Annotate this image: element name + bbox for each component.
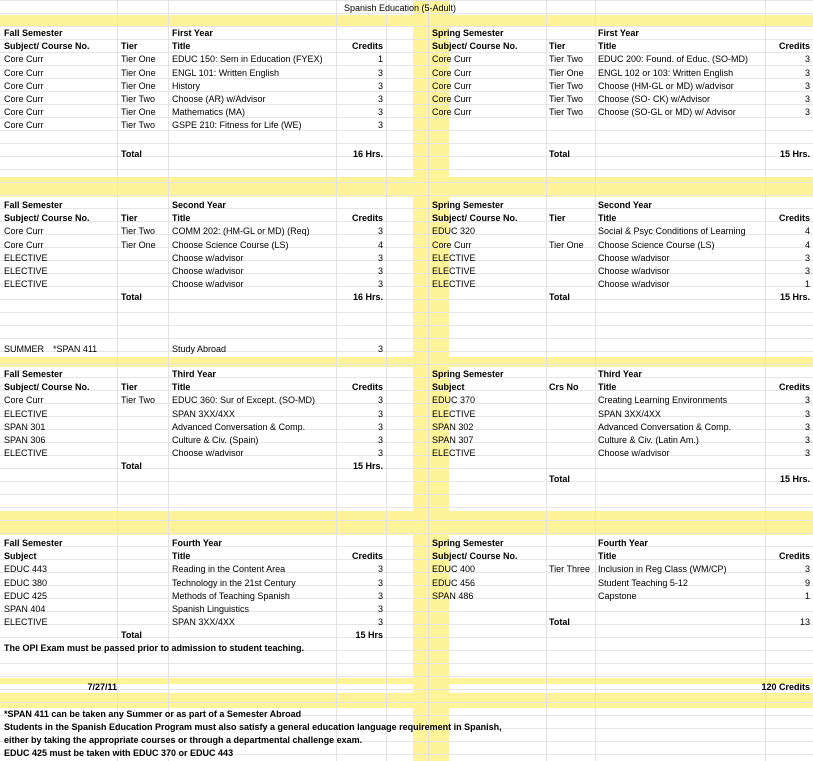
course-title: Culture & Civ. (Spain): [172, 435, 259, 445]
header-title: Title: [598, 213, 617, 224]
course-subject: Core Curr: [4, 239, 44, 250]
course-credits: 3: [804, 94, 810, 104]
course-tier: Tier Two: [121, 120, 156, 131]
course-title: Technology in the 21st Century: [172, 577, 296, 588]
course-title: EDUC 200: Found. of Educ. (SO-MD): [598, 54, 749, 65]
header-subject: Subject: [4, 551, 37, 562]
course-credits: 3: [377, 67, 383, 78]
course-credits: 3: [804, 67, 810, 78]
yellow-separator-band: [0, 357, 813, 367]
course-credits: 1: [804, 279, 810, 290]
course-row: [0, 252, 813, 265]
course-subject: Core Curr: [4, 107, 44, 118]
header-credits: Credits: [778, 41, 810, 52]
course-tier: Tier Two: [121, 395, 156, 406]
year4-spring-semester-row: [0, 537, 813, 550]
course-row: [0, 577, 813, 590]
total-row: [0, 291, 813, 304]
header-tier: Tier: [121, 382, 138, 393]
course-subject: EDUC 320: [432, 226, 476, 237]
opi-note-row: [0, 642, 813, 655]
course-title: SPAN 3XX/4XX: [598, 408, 661, 419]
course-subject: Core Curr: [4, 67, 44, 78]
course-credits: 3: [377, 421, 383, 432]
course-title: SPAN 3XX/4XX: [172, 617, 235, 628]
course-subject: ELECTIVE: [4, 252, 48, 263]
year-label: Second Year: [598, 200, 652, 210]
course-title: EDUC 150: Sem in Education (FYEX): [172, 54, 323, 65]
course-credits: 3: [804, 80, 810, 91]
total-label: Total: [121, 292, 142, 302]
course-tier: Tier Two: [549, 94, 584, 104]
course-title: Choose (AR) w/Advisor: [172, 94, 266, 104]
course-subject: ELECTIVE: [432, 252, 476, 263]
footnote-row: [0, 734, 813, 747]
yellow-separator-band: [0, 511, 813, 535]
header-title: Title: [172, 213, 191, 224]
course-credits: 3: [377, 120, 383, 131]
course-row: [0, 239, 813, 252]
header-tier: Tier: [121, 41, 138, 52]
course-credits: 3: [377, 577, 383, 588]
course-row: [0, 278, 813, 291]
semester-label: Fall Semester: [4, 200, 63, 210]
summer-label: SUMMER: [4, 344, 44, 354]
course-tier: [549, 252, 601, 265]
course-title: Advanced Conversation & Comp.: [172, 421, 306, 432]
course-row: [0, 408, 813, 421]
course-row: [0, 67, 813, 80]
course-subject: Core Curr: [432, 94, 472, 104]
year-label: Third Year: [172, 369, 216, 379]
course-credits: 3: [377, 604, 383, 614]
total-label: Total: [549, 474, 570, 484]
semester-label: Fall Semester: [4, 538, 63, 548]
course-title: Spanish Linguistics: [172, 604, 250, 614]
course-tier: Tier Two: [121, 226, 156, 237]
course-credits: 3: [377, 395, 383, 406]
year1-spring-semester-row: [0, 27, 813, 40]
course-subject: EDUC 425: [4, 590, 48, 601]
grid-line: [0, 364, 813, 365]
course-credits: 3: [804, 266, 810, 276]
course-subject: Core Curr: [432, 67, 472, 78]
course-subject: EDUC 456: [432, 577, 476, 588]
footnote-row: [0, 721, 813, 734]
course-credits: 3: [804, 54, 810, 65]
summer-title: Study Abroad: [172, 344, 227, 354]
course-row: [0, 106, 813, 119]
course-credits: 1: [804, 590, 810, 601]
grid-line: [0, 195, 813, 196]
course-subject: Core Curr: [432, 54, 472, 65]
header-title: Title: [172, 382, 191, 393]
course-credits: 3: [377, 94, 383, 104]
grid-line: [0, 182, 813, 183]
course-row: [0, 563, 813, 576]
course-subject: Core Curr: [432, 239, 472, 250]
header-credits: Credits: [351, 41, 383, 52]
course-subject: Core Curr: [4, 94, 44, 104]
semester-label: Fall Semester: [4, 28, 63, 38]
year-label: First Year: [598, 28, 639, 38]
yellow-separator-band: [0, 693, 813, 708]
semester-label: Spring Semester: [432, 369, 504, 379]
year-label: Third Year: [598, 369, 642, 379]
course-subject: Core Curr: [4, 120, 44, 131]
course-title: Student Teaching 5-12: [598, 577, 688, 588]
header-credits: Credits: [778, 551, 810, 562]
course-title: Choose w/advisor: [172, 279, 244, 290]
course-row: [0, 603, 813, 616]
title-row: [0, 2, 813, 15]
total-credits: 16 Hrs.: [352, 292, 383, 302]
course-tier: Tier One: [121, 67, 156, 78]
header-tier: Tier: [549, 41, 566, 52]
course-subject: SPAN 486: [432, 590, 474, 601]
year1-spring-header-row: [0, 40, 813, 53]
year-label: First Year: [172, 28, 213, 38]
opi-note: The OPI Exam must be passed prior to admission to student teaching.: [4, 643, 305, 653]
year3-spring-header-row: [0, 381, 813, 394]
header-subject: Subject/ Course No.: [4, 213, 90, 224]
course-title: Capstone: [598, 590, 637, 601]
date-row: [0, 681, 813, 694]
header-subject: Subject/ Course No.: [4, 382, 90, 393]
course-credits: 3: [377, 107, 383, 118]
course-subject: ELECTIVE: [4, 279, 48, 290]
course-tier: [549, 394, 601, 407]
course-title: ENGL 102 or 103: Written English: [598, 67, 734, 78]
course-row: [0, 53, 813, 66]
grid-line: [0, 520, 813, 521]
grid-line: [0, 533, 813, 534]
header-title: Title: [172, 551, 191, 562]
semester-label: Spring Semester: [432, 538, 504, 548]
header-title: Title: [598, 382, 617, 393]
course-credits: 3: [804, 421, 810, 432]
course-subject: ELECTIVE: [432, 448, 476, 459]
footnote-row: [0, 747, 813, 760]
course-title: Reading in the Content Area: [172, 564, 286, 575]
total-credits: 15 Hrs: [355, 630, 383, 640]
footnote-row: [0, 708, 813, 721]
header-title: Title: [172, 41, 191, 52]
course-row: [0, 421, 813, 434]
course-tier: Tier Two: [549, 107, 584, 118]
course-tier: [549, 434, 601, 447]
course-tier: [549, 265, 601, 278]
course-credits: 4: [377, 239, 383, 250]
header-tier: [549, 550, 599, 563]
course-subject: SPAN 302: [432, 421, 474, 432]
year3-spring-semester-row: [0, 368, 813, 381]
course-subject: Core Curr: [4, 80, 44, 91]
course-title: Culture & Civ. (Latin Am.): [598, 435, 699, 445]
footnote: either by taking the appropriate courses or through a departmental challenge exam.: [4, 735, 363, 745]
course-credits: 3: [377, 266, 383, 276]
header-title: Title: [598, 551, 617, 562]
course-title: Advanced Conversation & Comp.: [598, 421, 732, 432]
total-label: Total: [121, 630, 142, 640]
course-credits: 3: [377, 448, 383, 459]
course-credits: 4: [804, 239, 810, 250]
course-subject: ELECTIVE: [432, 408, 476, 419]
course-tier: [549, 447, 601, 460]
grid-line: [0, 676, 813, 677]
course-credits: 3: [804, 395, 810, 406]
course-subject: SPAN 301: [4, 421, 46, 432]
total-row: [0, 148, 813, 161]
course-credits: 3: [804, 435, 810, 445]
grid-line: [0, 0, 813, 1]
course-credits: 3: [377, 435, 383, 445]
course-subject: ELECTIVE: [432, 266, 476, 276]
total-credits: 15 Hrs.: [779, 149, 810, 159]
course-title: Creating Learning Environments: [598, 395, 728, 406]
course-subject: EDUC 380: [4, 577, 48, 588]
total-credits: 15 Hrs.: [779, 474, 810, 484]
course-subject: ELECTIVE: [4, 266, 48, 276]
course-credits: 3: [804, 408, 810, 419]
grid-line: [0, 507, 813, 508]
course-tier: [121, 603, 173, 616]
total-row: [0, 473, 813, 486]
course-credits: 4: [804, 226, 810, 237]
year-label: Fourth Year: [172, 538, 222, 548]
header-credits: Credits: [778, 382, 810, 393]
course-subject: ELECTIVE: [432, 279, 476, 290]
year-label: Fourth Year: [598, 538, 648, 548]
course-credits: 3: [377, 252, 383, 263]
total-label: Total: [549, 149, 570, 159]
course-title: GSPE 210: Fitness for Life (WE): [172, 120, 302, 131]
course-tier: Tier Two: [121, 94, 156, 104]
course-row: [0, 119, 813, 132]
header-credits: Credits: [778, 213, 810, 224]
grid-line: [0, 338, 813, 339]
total-row: [0, 629, 813, 642]
header-title: Title: [598, 41, 617, 52]
footnote: EDUC 425 must be taken with EDUC 370 or EDUC 443: [4, 748, 234, 758]
course-title: ENGL 101: Written English: [172, 67, 280, 78]
course-tier: [549, 577, 601, 590]
course-row: [0, 80, 813, 93]
course-subject: SPAN 306: [4, 435, 46, 445]
course-title: Methods of Teaching Spanish: [172, 590, 290, 601]
total-row: [0, 460, 813, 473]
sheet-title: Spanish Education (5-Adult): [343, 3, 457, 13]
course-row: [0, 265, 813, 278]
course-credits: 1: [377, 54, 383, 65]
course-credits: 3: [377, 564, 383, 575]
course-credits: 3: [804, 107, 810, 118]
header-tier: Tier: [121, 213, 138, 224]
header-tier: Tier: [549, 213, 566, 224]
course-tier: Tier Three: [549, 564, 591, 575]
grid-line: [0, 494, 813, 495]
total-label: Total: [549, 617, 570, 627]
course-subject: SPAN 404: [4, 604, 46, 614]
course-title: Choose (SO-GL or MD) w/ Advisor: [598, 107, 736, 118]
course-credits: 9: [804, 577, 810, 588]
header-subject: Subject/ Course No.: [432, 41, 518, 52]
course-title: SPAN 3XX/4XX: [172, 408, 235, 419]
summer-course: *SPAN 411: [53, 344, 98, 354]
header-credits: Credits: [351, 551, 383, 562]
course-subject: ELECTIVE: [4, 408, 48, 419]
course-credits: 3: [377, 279, 383, 290]
course-credits: 3: [804, 252, 810, 263]
course-subject: Core Curr: [4, 226, 44, 237]
course-credits: 3: [377, 617, 383, 628]
header-subject: Subject: [432, 382, 465, 393]
total-credits: 15 Hrs.: [352, 461, 383, 471]
header-subject: Subject/ Course No.: [432, 551, 518, 562]
course-credits: 3: [804, 564, 810, 575]
course-title: Choose w/advisor: [598, 279, 670, 290]
course-tier: Tier One: [121, 80, 156, 91]
total-label: Total: [549, 292, 570, 302]
course-tier: Tier One: [121, 239, 156, 250]
yellow-separator-band: [0, 177, 813, 197]
year-label: Second Year: [172, 200, 226, 210]
course-tier: Tier Two: [549, 54, 584, 65]
footnote: Students in the Spanish Education Program must also satisfy a general education language requirement in Spanish,: [4, 722, 502, 732]
course-tier: Tier Two: [549, 80, 584, 91]
course-title: Choose w/advisor: [598, 252, 670, 263]
header-subject: Subject/ Course No.: [4, 41, 90, 52]
course-subject: Core Curr: [4, 395, 44, 406]
course-credits: 3: [377, 226, 383, 237]
course-row: [0, 93, 813, 106]
total-label: Total: [121, 149, 142, 159]
course-title: Choose w/advisor: [172, 448, 244, 459]
course-credits: 3: [804, 448, 810, 459]
course-subject: EDUC 400: [432, 564, 476, 575]
header-credits: Credits: [351, 382, 383, 393]
course-title: Choose w/advisor: [172, 252, 244, 263]
summer-row: [0, 343, 813, 356]
course-title: Social & Psyc Conditions of Learning: [598, 226, 746, 237]
grid-line: [0, 143, 813, 144]
header-tier: Crs No: [549, 382, 579, 393]
course-tier: [549, 408, 601, 421]
year2-spring-header-row: [0, 212, 813, 225]
total-credits: 15 Hrs.: [779, 292, 810, 302]
grid-line: [0, 325, 813, 326]
course-row: [0, 447, 813, 460]
course-title: Choose (SO- CK) w/Advisor: [598, 94, 711, 104]
course-tier: [549, 421, 601, 434]
course-title: COMM 202: (HM-GL or MD) (Req): [172, 226, 310, 237]
semester-label: Spring Semester: [432, 200, 504, 210]
semester-label: Spring Semester: [432, 28, 504, 38]
course-tier: [549, 590, 601, 603]
course-title: History: [172, 80, 201, 91]
course-subject: ELECTIVE: [4, 617, 48, 628]
course-title: EDUC 360: Sur of Except. (SO-MD): [172, 395, 316, 406]
course-credits: 3: [377, 408, 383, 419]
course-tier: [549, 278, 601, 291]
semester-label: Fall Semester: [4, 369, 63, 379]
summer-credits: 3: [377, 344, 383, 354]
total-credits: 16 Hrs.: [352, 149, 383, 159]
grid-line: [0, 312, 813, 313]
course-tier: Tier One: [121, 107, 156, 118]
course-subject: Core Curr: [432, 80, 472, 91]
course-tier: [549, 225, 601, 238]
course-row: [0, 590, 813, 603]
course-title: Choose Science Course (LS): [598, 239, 715, 250]
total-credits-summary: 120 Credits: [761, 682, 810, 692]
course-title: Inclusion in Reg Class (WM/CP): [598, 564, 727, 575]
header-credits: Credits: [351, 213, 383, 224]
total-row: [0, 616, 813, 629]
course-credits: 3: [377, 590, 383, 601]
course-title: Choose w/advisor: [598, 266, 670, 276]
grid-line: [0, 169, 813, 170]
year2-spring-semester-row: [0, 199, 813, 212]
course-title: Mathematics (MA): [172, 107, 246, 118]
total-label: Total: [121, 461, 142, 471]
course-subject: SPAN 307: [432, 435, 474, 445]
date: 7/27/11: [87, 682, 117, 692]
course-title: Choose w/advisor: [598, 448, 670, 459]
course-title: Choose (HM-GL or MD) w/advisor: [598, 80, 734, 91]
course-row: [0, 434, 813, 447]
year4-spring-header-row: [0, 550, 813, 563]
course-subject: Core Curr: [4, 54, 44, 65]
course-tier: Tier One: [549, 67, 584, 78]
footnote: *SPAN 411 can be taken any Summer or as part of a Semester Abroad: [4, 709, 302, 719]
total-credits: 13: [799, 617, 810, 627]
course-tier: Tier One: [549, 239, 584, 250]
course-tier: Tier One: [121, 54, 156, 65]
grid-line: [0, 702, 813, 703]
course-row: [0, 225, 813, 238]
course-credits: 3: [377, 80, 383, 91]
course-subject: Core Curr: [432, 107, 472, 118]
grid-line: [0, 663, 813, 664]
course-subject: ELECTIVE: [4, 448, 48, 459]
course-title: Choose Science Course (LS): [172, 239, 289, 250]
header-subject: Subject/ Course No.: [432, 213, 518, 224]
course-row: [0, 394, 813, 407]
course-subject: EDUC 443: [4, 564, 48, 575]
course-subject: EDUC 370: [432, 395, 476, 406]
course-title: Choose w/advisor: [172, 266, 244, 276]
